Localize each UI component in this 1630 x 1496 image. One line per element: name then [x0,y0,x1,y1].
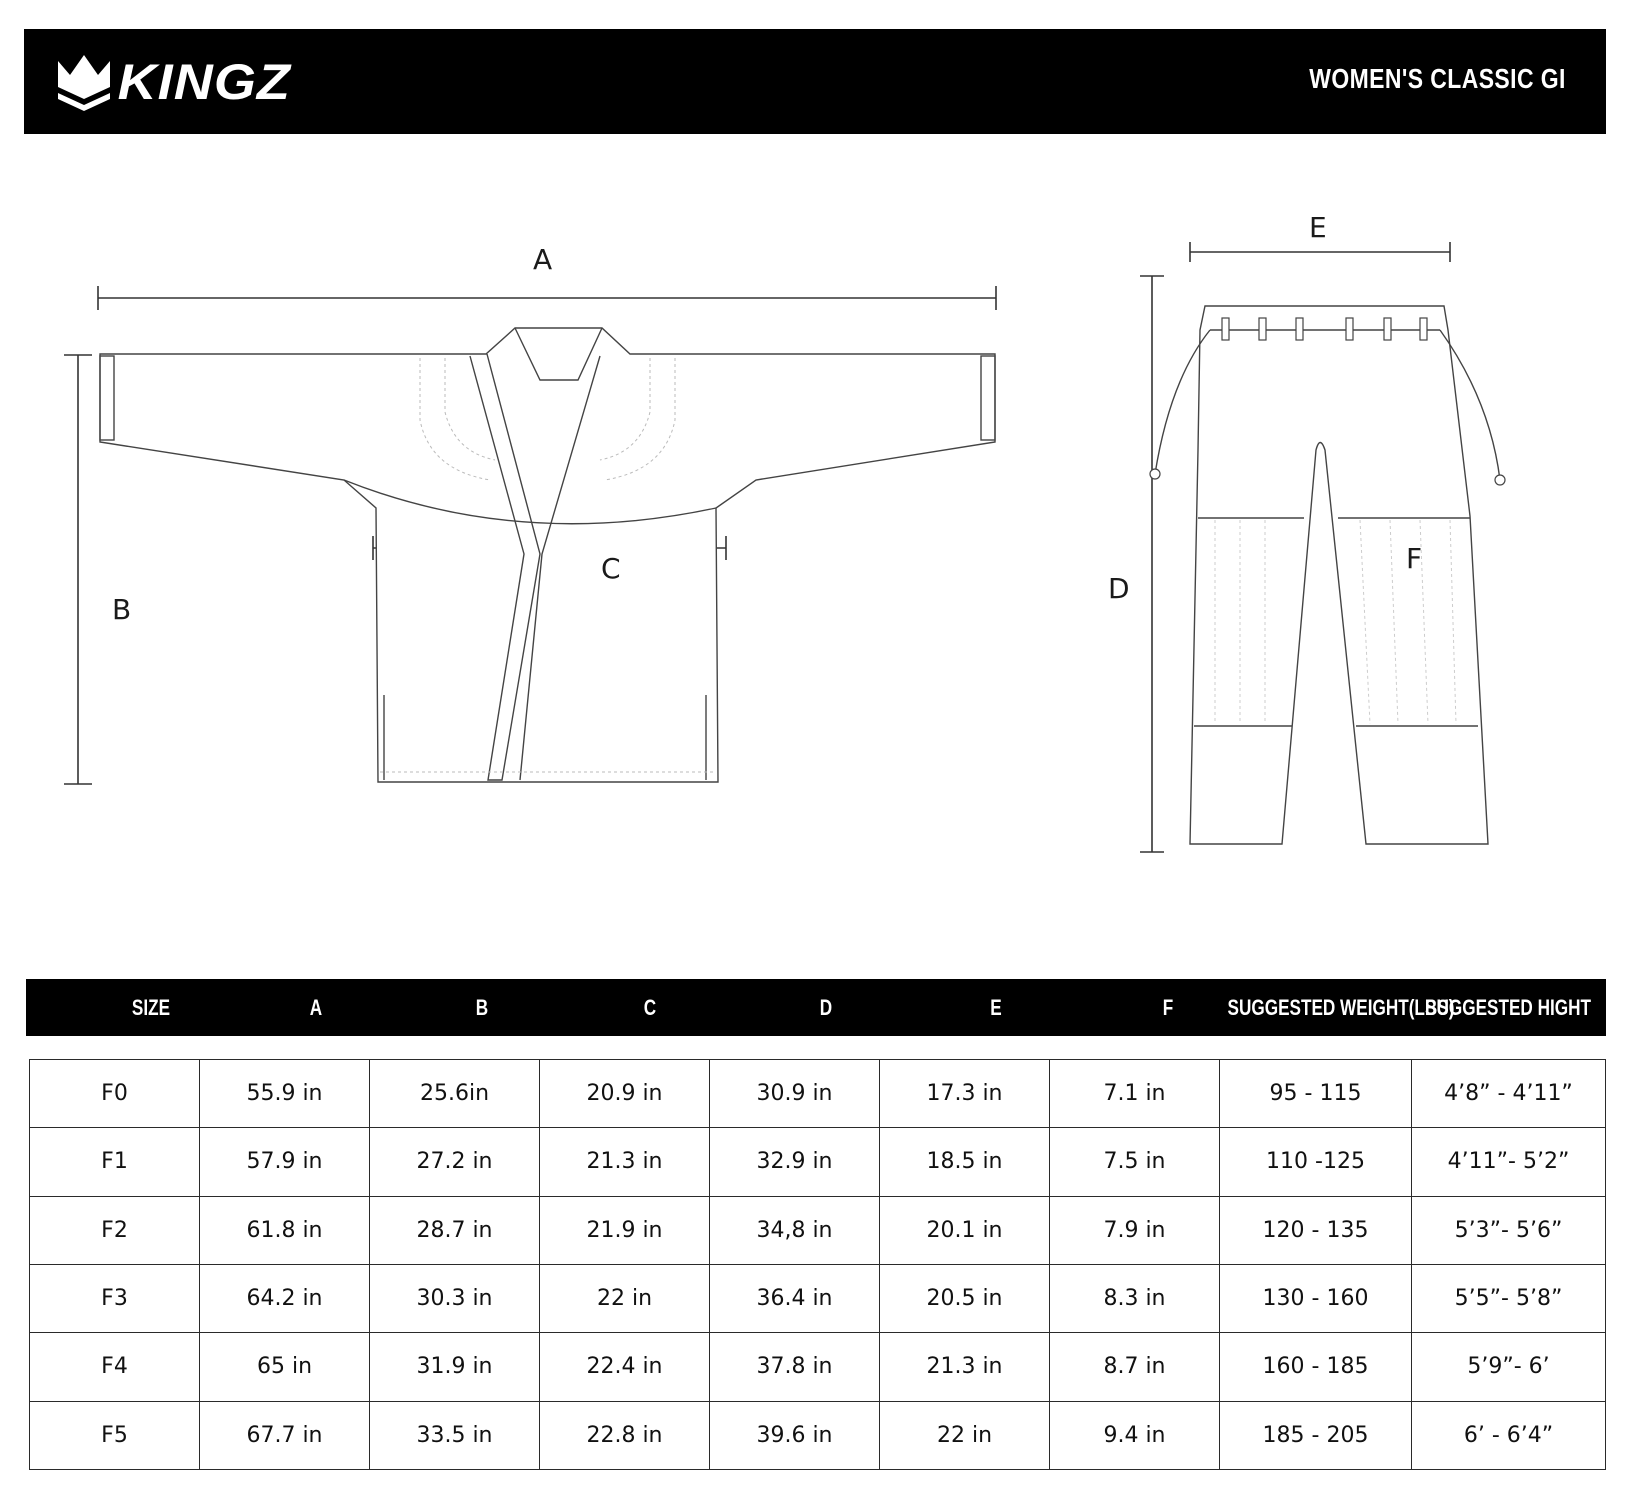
cell-b: 27.2 in [370,1128,540,1196]
table-row [30,1264,1606,1332]
cell-size: F3 [30,1264,200,1332]
cell-f: 8.7 in [1050,1333,1220,1401]
cell-height: 4’8” - 4’11” [1412,1060,1606,1128]
cell-d: 34,8 in [710,1196,880,1264]
header-c: C [643,995,657,1020]
header-banner [24,29,1606,134]
table-row [30,1401,1606,1469]
cell-a: 64.2 in [200,1264,370,1332]
size-table [29,1059,1606,1470]
cell-height: 5’9”- 6’ [1412,1333,1606,1401]
brand-name: KINGZ [117,54,291,110]
cell-weight: 160 - 185 [1220,1333,1412,1401]
cell-height: 5’5”- 5’8” [1412,1264,1606,1332]
label-f: F [1406,542,1423,575]
cell-weight: 110 -125 [1220,1128,1412,1196]
label-a: A [533,243,553,276]
header-a: A [309,995,323,1020]
cell-e: 17.3 in [880,1060,1050,1128]
header-size: SIZE [131,995,171,1020]
label-e: E [1309,211,1327,244]
cell-c: 20.9 in [540,1060,710,1128]
table-row [30,1196,1606,1264]
cell-f: 7.1 in [1050,1060,1220,1128]
cell-height: 5’3”- 5’6” [1412,1196,1606,1264]
cell-f: 9.4 in [1050,1401,1220,1469]
header-e: E [990,995,1002,1020]
cell-d: 39.6 in [710,1401,880,1469]
cell-e: 20.5 in [880,1264,1050,1332]
crown-icon [56,53,112,111]
cell-c: 22 in [540,1264,710,1332]
cell-weight: 130 - 160 [1220,1264,1412,1332]
header-f: F [1162,995,1174,1020]
cell-size: F4 [30,1333,200,1401]
cell-a: 55.9 in [200,1060,370,1128]
cell-a: 67.7 in [200,1401,370,1469]
cell-d: 32.9 in [710,1128,880,1196]
jacket-outline [100,328,995,782]
cell-d: 36.4 in [710,1264,880,1332]
header-b: B [475,995,489,1020]
cell-size: F5 [30,1401,200,1469]
cell-e: 18.5 in [880,1128,1050,1196]
brand-logo [56,51,291,113]
cell-weight: 120 - 135 [1220,1196,1412,1264]
cell-weight: 185 - 205 [1220,1401,1412,1469]
cell-e: 22 in [880,1401,1050,1469]
cell-size: F2 [30,1196,200,1264]
cell-b: 30.3 in [370,1264,540,1332]
cell-height: 6’ - 6’4” [1412,1401,1606,1469]
cell-c: 22.8 in [540,1401,710,1469]
header-suggested-height: SUGGESTED HIGHT [1425,995,1591,1020]
cell-size: F1 [30,1128,200,1196]
size-table-header [26,979,1606,1036]
table-row [30,1060,1606,1128]
cell-f: 7.9 in [1050,1196,1220,1264]
cell-b: 33.5 in [370,1401,540,1469]
gi-diagram [0,180,1630,880]
cell-d: 37.8 in [710,1333,880,1401]
cell-f: 8.3 in [1050,1264,1220,1332]
cell-c: 21.3 in [540,1128,710,1196]
table-row [30,1128,1606,1196]
measurement-diagram [0,180,1630,880]
cell-f: 7.5 in [1050,1128,1220,1196]
cell-c: 21.9 in [540,1196,710,1264]
cell-a: 61.8 in [200,1196,370,1264]
product-title: WOMEN'S CLASSIC GI [1309,63,1566,94]
cell-d: 30.9 in [710,1060,880,1128]
cell-a: 65 in [200,1333,370,1401]
label-b: B [112,593,132,626]
cell-e: 21.3 in [880,1333,1050,1401]
table-row [30,1333,1606,1401]
label-d: D [1108,572,1130,605]
label-c: C [601,552,621,585]
pants-outline [1155,306,1500,844]
cell-weight: 95 - 115 [1220,1060,1412,1128]
cell-size: F0 [30,1060,200,1128]
header-d: D [819,995,833,1020]
cell-e: 20.1 in [880,1196,1050,1264]
header-suggested-weight: SUGGESTED WEIGHT(LBS) [1227,995,1455,1020]
cell-b: 31.9 in [370,1333,540,1401]
cell-b: 28.7 in [370,1196,540,1264]
cell-c: 22.4 in [540,1333,710,1401]
cell-height: 4’11”- 5’2” [1412,1128,1606,1196]
cell-a: 57.9 in [200,1128,370,1196]
cell-b: 25.6in [370,1060,540,1128]
